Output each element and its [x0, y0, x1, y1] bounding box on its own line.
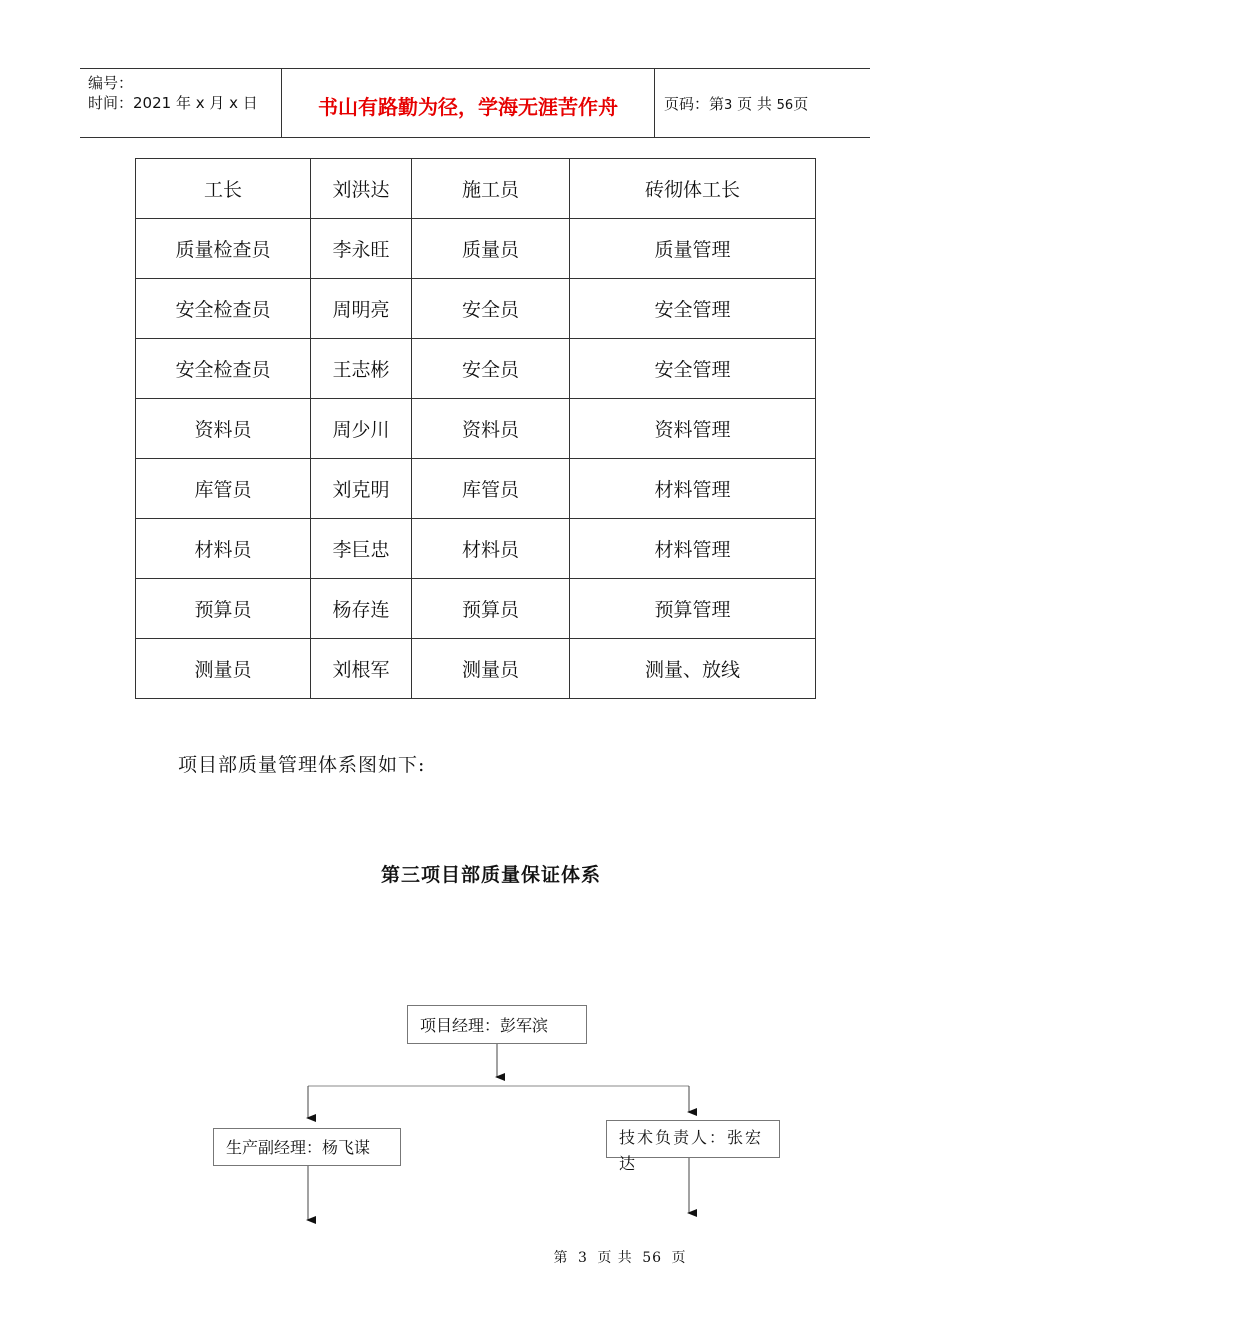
table-cell: 周明亮	[311, 279, 412, 339]
table-cell: 安全员	[412, 279, 570, 339]
footer-current: 3	[577, 1250, 588, 1266]
node-project-manager: 项目经理：彭军滨	[407, 1005, 587, 1044]
page-suffix: 页	[793, 95, 809, 113]
table-cell: 质量员	[412, 219, 570, 279]
node-production-manager: 生产副经理：杨飞谋	[213, 1128, 401, 1166]
table-cell: 刘根军	[311, 639, 412, 699]
table-cell: 测量员	[412, 639, 570, 699]
table-cell: 预算员	[412, 579, 570, 639]
table-cell: 李巨忠	[311, 519, 412, 579]
table-cell: 测量员	[136, 639, 311, 699]
table-cell: 施工员	[412, 159, 570, 219]
table-cell: 材料管理	[570, 459, 816, 519]
code-label: 编号：	[88, 74, 134, 92]
org-chart-title: 第三项目部质量保证体系	[380, 864, 601, 886]
table-cell: 砖彻体工长	[570, 159, 816, 219]
table-cell: 预算管理	[570, 579, 816, 639]
table-cell: 预算员	[136, 579, 311, 639]
table-cell: 周少川	[311, 399, 412, 459]
time-label: 时间：2021 年 x 月 x 日	[88, 94, 258, 112]
table-cell: 安全检查员	[136, 279, 311, 339]
table-cell: 安全员	[412, 339, 570, 399]
table-cell: 资料员	[136, 399, 311, 459]
page-current: 3	[724, 98, 733, 113]
table-cell: 资料员	[412, 399, 570, 459]
page-total: 56	[776, 98, 794, 113]
table-cell: 王志彬	[311, 339, 412, 399]
footer-total: 56	[642, 1250, 663, 1266]
table-cell: 测量、放线	[570, 639, 816, 699]
table-cell: 安全管理	[570, 279, 816, 339]
intro-text: 项目部质量管理体系图如下:	[178, 754, 426, 776]
table-cell: 材料管理	[570, 519, 816, 579]
page-mid: 页 共	[737, 95, 772, 113]
table-cell: 库管员	[412, 459, 570, 519]
table-cell: 安全检查员	[136, 339, 311, 399]
page-footer	[0, 1247, 1240, 1267]
table-cell: 杨存连	[311, 579, 412, 639]
footer-prefix: 第	[553, 1250, 569, 1266]
table-cell: 材料员	[136, 519, 311, 579]
table-cell: 库管员	[136, 459, 311, 519]
footer-suffix: 页	[671, 1250, 687, 1266]
table-cell: 质量管理	[570, 219, 816, 279]
table-cell: 刘洪达	[311, 159, 412, 219]
table-cell: 工长	[136, 159, 311, 219]
table-cell: 安全管理	[570, 339, 816, 399]
header-motto: 书山有路勤为径，学海无涯苦作舟	[318, 95, 618, 119]
footer-mid: 页 共	[597, 1250, 633, 1266]
table-cell: 刘克明	[311, 459, 412, 519]
node-technical-lead: 技术负责人：张宏达	[606, 1120, 780, 1158]
table-cell: 资料管理	[570, 399, 816, 459]
table-cell: 李永旺	[311, 219, 412, 279]
page-prefix: 页码：第	[664, 95, 725, 113]
table-cell: 质量检查员	[136, 219, 311, 279]
table-cell: 材料员	[412, 519, 570, 579]
